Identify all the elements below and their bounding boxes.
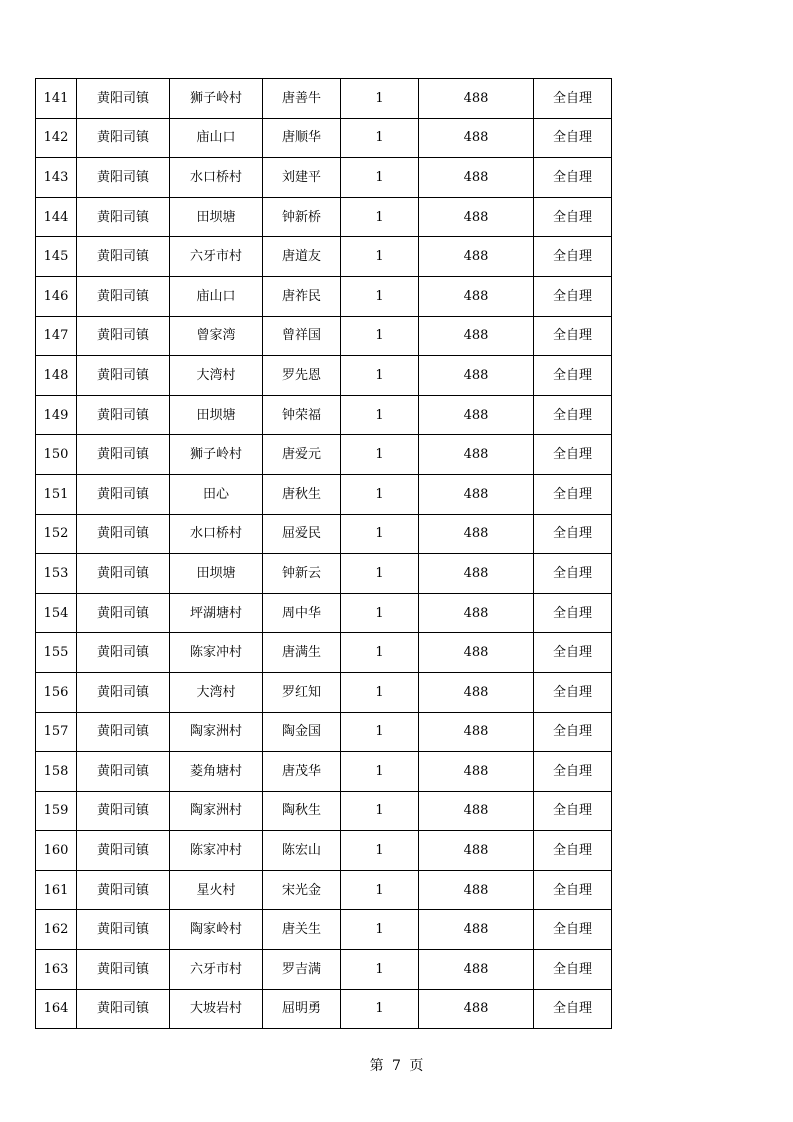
row-number-cell: 144 — [36, 197, 77, 237]
count-cell: 1 — [341, 158, 419, 198]
amount-cell: 488 — [419, 712, 534, 752]
village-cell: 陶家洲村 — [170, 712, 263, 752]
town-cell: 黄阳司镇 — [77, 593, 170, 633]
table-row — [36, 197, 612, 237]
person-name-cell: 曾祥国 — [263, 316, 341, 356]
row-number-cell: 141 — [36, 79, 77, 119]
person-name-cell: 唐祚民 — [263, 276, 341, 316]
row-number-cell: 160 — [36, 831, 77, 871]
town-cell: 黄阳司镇 — [77, 791, 170, 831]
person-name-cell: 周中华 — [263, 593, 341, 633]
count-cell: 1 — [341, 910, 419, 950]
care-type-cell: 全自理 — [534, 474, 612, 514]
row-number-cell: 157 — [36, 712, 77, 752]
person-name-cell: 唐秋生 — [263, 474, 341, 514]
table-body — [36, 79, 612, 1029]
village-cell: 田坝塘 — [170, 554, 263, 594]
care-type-cell: 全自理 — [534, 79, 612, 119]
care-type-cell: 全自理 — [534, 158, 612, 198]
village-cell: 狮子岭村 — [170, 435, 263, 475]
table-row — [36, 158, 612, 198]
person-name-cell: 钟荣福 — [263, 395, 341, 435]
person-name-cell: 陶金国 — [263, 712, 341, 752]
count-cell: 1 — [341, 791, 419, 831]
village-cell: 六牙市村 — [170, 237, 263, 277]
amount-cell: 488 — [419, 79, 534, 119]
count-cell: 1 — [341, 870, 419, 910]
row-number-cell: 164 — [36, 989, 77, 1029]
care-type-cell: 全自理 — [534, 672, 612, 712]
amount-cell: 488 — [419, 514, 534, 554]
amount-cell: 488 — [419, 672, 534, 712]
count-cell: 1 — [341, 395, 419, 435]
care-type-cell: 全自理 — [534, 712, 612, 752]
town-cell: 黄阳司镇 — [77, 435, 170, 475]
village-cell: 水口桥村 — [170, 158, 263, 198]
count-cell: 1 — [341, 989, 419, 1029]
care-type-cell: 全自理 — [534, 831, 612, 871]
amount-cell: 488 — [419, 633, 534, 673]
table-row — [36, 712, 612, 752]
town-cell: 黄阳司镇 — [77, 158, 170, 198]
person-name-cell: 刘建平 — [263, 158, 341, 198]
row-number-cell: 159 — [36, 791, 77, 831]
row-number-cell: 155 — [36, 633, 77, 673]
amount-cell: 488 — [419, 950, 534, 990]
row-number-cell: 146 — [36, 276, 77, 316]
table-row — [36, 79, 612, 119]
care-type-cell: 全自理 — [534, 514, 612, 554]
row-number-cell: 161 — [36, 870, 77, 910]
amount-cell: 488 — [419, 554, 534, 594]
person-name-cell: 唐茂华 — [263, 752, 341, 792]
care-type-cell: 全自理 — [534, 910, 612, 950]
count-cell: 1 — [341, 118, 419, 158]
table-row — [36, 435, 612, 475]
town-cell: 黄阳司镇 — [77, 554, 170, 594]
count-cell: 1 — [341, 950, 419, 990]
care-type-cell: 全自理 — [534, 870, 612, 910]
amount-cell: 488 — [419, 870, 534, 910]
person-name-cell: 宋光金 — [263, 870, 341, 910]
person-name-cell: 陈宏山 — [263, 831, 341, 871]
town-cell: 黄阳司镇 — [77, 79, 170, 119]
town-cell: 黄阳司镇 — [77, 316, 170, 356]
person-name-cell: 屈明勇 — [263, 989, 341, 1029]
town-cell: 黄阳司镇 — [77, 237, 170, 277]
table-row — [36, 910, 612, 950]
care-type-cell: 全自理 — [534, 316, 612, 356]
table-row — [36, 752, 612, 792]
village-cell: 陈家冲村 — [170, 831, 263, 871]
care-type-cell: 全自理 — [534, 593, 612, 633]
town-cell: 黄阳司镇 — [77, 395, 170, 435]
person-name-cell: 唐善牛 — [263, 79, 341, 119]
care-type-cell: 全自理 — [534, 276, 612, 316]
table-row — [36, 395, 612, 435]
row-number-cell: 143 — [36, 158, 77, 198]
town-cell: 黄阳司镇 — [77, 712, 170, 752]
amount-cell: 488 — [419, 276, 534, 316]
amount-cell: 488 — [419, 791, 534, 831]
page-number: 第 7 页 — [369, 1058, 424, 1074]
village-cell: 水口桥村 — [170, 514, 263, 554]
town-cell: 黄阳司镇 — [77, 910, 170, 950]
count-cell: 1 — [341, 831, 419, 871]
person-name-cell: 罗先恩 — [263, 356, 341, 396]
row-number-cell: 151 — [36, 474, 77, 514]
town-cell: 黄阳司镇 — [77, 118, 170, 158]
row-number-cell: 147 — [36, 316, 77, 356]
count-cell: 1 — [341, 356, 419, 396]
table-row — [36, 672, 612, 712]
amount-cell: 488 — [419, 910, 534, 950]
table-row — [36, 118, 612, 158]
person-name-cell: 唐道友 — [263, 237, 341, 277]
count-cell: 1 — [341, 672, 419, 712]
amount-cell: 488 — [419, 435, 534, 475]
amount-cell: 488 — [419, 831, 534, 871]
village-cell: 陶家岭村 — [170, 910, 263, 950]
table-row — [36, 791, 612, 831]
table-row — [36, 514, 612, 554]
count-cell: 1 — [341, 633, 419, 673]
town-cell: 黄阳司镇 — [77, 514, 170, 554]
row-number-cell: 148 — [36, 356, 77, 396]
town-cell: 黄阳司镇 — [77, 989, 170, 1029]
row-number-cell: 149 — [36, 395, 77, 435]
care-type-cell: 全自理 — [534, 752, 612, 792]
amount-cell: 488 — [419, 118, 534, 158]
count-cell: 1 — [341, 276, 419, 316]
row-number-cell: 154 — [36, 593, 77, 633]
count-cell: 1 — [341, 197, 419, 237]
town-cell: 黄阳司镇 — [77, 197, 170, 237]
care-type-cell: 全自理 — [534, 633, 612, 673]
care-type-cell: 全自理 — [534, 356, 612, 396]
table-row — [36, 950, 612, 990]
row-number-cell: 163 — [36, 950, 77, 990]
town-cell: 黄阳司镇 — [77, 276, 170, 316]
person-name-cell: 钟新云 — [263, 554, 341, 594]
care-type-cell: 全自理 — [534, 118, 612, 158]
table-row — [36, 237, 612, 277]
town-cell: 黄阳司镇 — [77, 356, 170, 396]
care-type-cell: 全自理 — [534, 989, 612, 1029]
village-cell: 陈家冲村 — [170, 633, 263, 673]
row-number-cell: 156 — [36, 672, 77, 712]
table-row — [36, 989, 612, 1029]
town-cell: 黄阳司镇 — [77, 752, 170, 792]
person-name-cell: 唐顺华 — [263, 118, 341, 158]
person-name-cell: 罗红知 — [263, 672, 341, 712]
amount-cell: 488 — [419, 752, 534, 792]
town-cell: 黄阳司镇 — [77, 474, 170, 514]
row-number-cell: 145 — [36, 237, 77, 277]
village-cell: 大湾村 — [170, 356, 263, 396]
table-row — [36, 633, 612, 673]
village-cell: 曾家湾 — [170, 316, 263, 356]
amount-cell: 488 — [419, 158, 534, 198]
amount-cell: 488 — [419, 593, 534, 633]
person-name-cell: 唐满生 — [263, 633, 341, 673]
count-cell: 1 — [341, 593, 419, 633]
care-type-cell: 全自理 — [534, 554, 612, 594]
count-cell: 1 — [341, 474, 419, 514]
person-name-cell: 陶秋生 — [263, 791, 341, 831]
amount-cell: 488 — [419, 356, 534, 396]
amount-cell: 488 — [419, 237, 534, 277]
care-type-cell: 全自理 — [534, 395, 612, 435]
table-row — [36, 356, 612, 396]
village-cell: 星火村 — [170, 870, 263, 910]
care-type-cell: 全自理 — [534, 791, 612, 831]
village-cell: 大坡岩村 — [170, 989, 263, 1029]
village-cell: 田坝塘 — [170, 395, 263, 435]
row-number-cell: 158 — [36, 752, 77, 792]
town-cell: 黄阳司镇 — [77, 672, 170, 712]
count-cell: 1 — [341, 435, 419, 475]
row-number-cell: 162 — [36, 910, 77, 950]
amount-cell: 488 — [419, 989, 534, 1029]
town-cell: 黄阳司镇 — [77, 831, 170, 871]
town-cell: 黄阳司镇 — [77, 870, 170, 910]
amount-cell: 488 — [419, 395, 534, 435]
care-type-cell: 全自理 — [534, 435, 612, 475]
person-name-cell: 罗吉满 — [263, 950, 341, 990]
data-table — [35, 78, 612, 1029]
village-cell: 田心 — [170, 474, 263, 514]
village-cell: 六牙市村 — [170, 950, 263, 990]
amount-cell: 488 — [419, 316, 534, 356]
row-number-cell: 153 — [36, 554, 77, 594]
row-number-cell: 142 — [36, 118, 77, 158]
row-number-cell: 152 — [36, 514, 77, 554]
count-cell: 1 — [341, 237, 419, 277]
village-cell: 庙山口 — [170, 276, 263, 316]
person-name-cell: 唐爱元 — [263, 435, 341, 475]
table-row — [36, 831, 612, 871]
amount-cell: 488 — [419, 197, 534, 237]
count-cell: 1 — [341, 316, 419, 356]
table-row — [36, 276, 612, 316]
village-cell: 坪湖塘村 — [170, 593, 263, 633]
count-cell: 1 — [341, 554, 419, 594]
amount-cell: 488 — [419, 474, 534, 514]
count-cell: 1 — [341, 712, 419, 752]
count-cell: 1 — [341, 514, 419, 554]
village-cell: 大湾村 — [170, 672, 263, 712]
care-type-cell: 全自理 — [534, 950, 612, 990]
care-type-cell: 全自理 — [534, 197, 612, 237]
village-cell: 庙山口 — [170, 118, 263, 158]
village-cell: 菱角塘村 — [170, 752, 263, 792]
town-cell: 黄阳司镇 — [77, 633, 170, 673]
table-row — [36, 870, 612, 910]
village-cell: 狮子岭村 — [170, 79, 263, 119]
person-name-cell: 钟新桥 — [263, 197, 341, 237]
row-number-cell: 150 — [36, 435, 77, 475]
town-cell: 黄阳司镇 — [77, 950, 170, 990]
table-row — [36, 593, 612, 633]
village-cell: 田坝塘 — [170, 197, 263, 237]
count-cell: 1 — [341, 752, 419, 792]
table-row — [36, 474, 612, 514]
table-row — [36, 554, 612, 594]
person-name-cell: 唐关生 — [263, 910, 341, 950]
table-row — [36, 316, 612, 356]
count-cell: 1 — [341, 79, 419, 119]
village-cell: 陶家洲村 — [170, 791, 263, 831]
care-type-cell: 全自理 — [534, 237, 612, 277]
person-name-cell: 屈爱民 — [263, 514, 341, 554]
